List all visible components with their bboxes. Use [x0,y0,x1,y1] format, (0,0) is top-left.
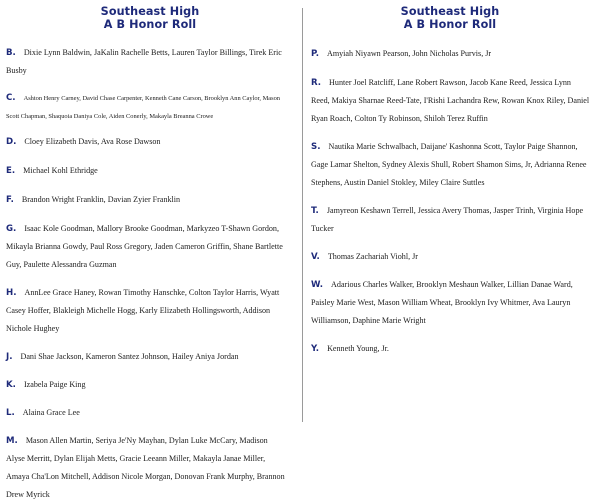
names-list: Michael Kohl Ethridge [23,166,98,175]
names-list: Kenneth Young, Jr. [327,344,389,353]
entry-g [6,218,286,272]
entry-r [311,72,591,126]
letter-label: D. [6,137,17,147]
names-list: Nautika Marie Schwalbach, Daijane' Kashonna Scott, Taylor Paige Shannon, Gage Lamar Shelton, Sydney Alexis Shull, Robert Shamon Sims, Jr, Adrianna Renee Stephens, Austin Daniel Stokley, Miley Claire Suttles [311,142,587,187]
letter-label: P. [311,49,319,59]
letter-label: W. [311,280,324,290]
left-school-name: Southeast High [100,5,200,18]
left-honor-roll-title: A B Honor Roll [103,18,197,31]
entry-m [6,430,286,502]
names-list: AnnLee Grace Haney, Rowan Timothy Hanschke, Colton Taylor Harris, Wyatt Casey Hoffer, Blakleigh Michelle Hogg, Karly Elizabeth Hollingsworth, Addison Nichole Hughey [6,288,280,333]
entry-j [6,346,286,364]
names-list: Dani Shae Jackson, Kameron Santez Johnson, Hailey Aniya Jordan [20,352,239,361]
right-column [305,0,595,356]
names-list: Hunter Joel Ratcliff, Lane Robert Rawson, Jacob Kane Reed, Jessica Lynn Reed, Makiya Sharnae Reed-Tate, I'Rishi Lachandra Rew, Rowan Knox Riley, Daniel Ryan Roach, Colton Ty Robinson, Shiloh Terez Ruffin [311,78,590,123]
letter-label: L. [6,408,15,418]
entry-s [311,136,591,190]
column-divider [302,8,303,422]
letter-label: M. [6,436,18,446]
names-list: Brandon Wright Franklin, Davian Zyier Franklin [21,195,181,204]
names-list: Amyiah Niyawn Pearson, John Nicholas Purvis, Jr [326,49,492,58]
entry-h [6,282,286,336]
names-list: Ashton Henry Carney, David Chase Carpenter, Kenneth Cane Carson, Brooklyn Ann Caylor, Mason Scott Chapman, Shaquoia Daniya Cole, Aiden Conerly, Makayla Breanna Crowe [6,95,281,120]
entry-b [6,42,286,78]
entry-y [311,338,591,356]
letter-label: T. [311,206,319,216]
entry-d [6,131,286,149]
letter-label: E. [6,166,16,176]
letter-label: Y. [311,344,320,354]
names-list: Isaac Kole Goodman, Mallory Brooke Goodman, Markyzeo T-Shawn Gordon, Mikayla Brianna Gowdy, Paul Ross Gregory, Jaden Cameron Griffin, Shane Bartlette Guy, Paulette Alessandra Guzman [6,224,283,269]
letter-label: G. [6,224,17,234]
entry-c [6,87,286,123]
entry-w [311,274,591,328]
right-honor-roll-title: A B Honor Roll [403,18,497,31]
right-school-name: Southeast High [400,5,500,18]
entry-e [6,160,286,178]
names-list: Adarious Charles Walker, Brooklyn Meshaun Walker, Lillian Danae Ward, Paisley Marie West, Mason William Wheat, Brooklyn Ivy Whitmer, Ava Lauryn Williamson, Daphine Marie Wright [311,280,573,325]
letter-label: V. [311,252,320,262]
letter-label: F. [6,195,14,205]
letter-label: J. [6,352,13,362]
names-list: Alaina Grace Lee [22,408,80,417]
letter-label: K. [6,380,16,390]
right-heading [305,0,595,31]
names-list: Thomas Zachariah Viohl, Jr [327,252,418,261]
names-list: Cloey Elizabeth Davis, Ava Rose Dawson [24,137,161,146]
entry-l [6,402,286,420]
left-column [0,0,290,502]
left-entries [0,42,290,502]
letter-label: R. [311,78,322,88]
entry-k [6,374,286,392]
names-list: Dixie Lynn Baldwin, JaKalin Rachelle Betts, Lauren Taylor Billings, Tirek Eric Busby [6,48,282,75]
names-list: Mason Allen Martin, Seriya Je'Ny Mayhan, Dylan Luke McCary, Madison Alyse Merritt, Dylan Elijah Metts, Gracie Leeann Miller, Makayla Janae Miller, Amaya Cha'Lon Mitchell, Addison Nicole Morgan, Donovan Frank Murphy, Brannon Drew Myrick [6,436,285,499]
letter-label: B. [6,48,16,58]
entry-f [6,189,286,207]
entry-t [311,200,591,236]
right-entries [305,43,595,356]
names-list: Jamyreon Keshawn Terrell, Jessica Avery Thomas, Jasper Trinh, Virginia Hope Tucker [311,206,584,233]
letter-label: C. [6,93,16,103]
left-heading [0,0,290,31]
letter-label: H. [6,288,17,298]
entry-v [311,246,591,264]
letter-label: S. [311,142,321,152]
entry-p [311,43,591,61]
names-list: Izabela Paige King [23,380,86,389]
